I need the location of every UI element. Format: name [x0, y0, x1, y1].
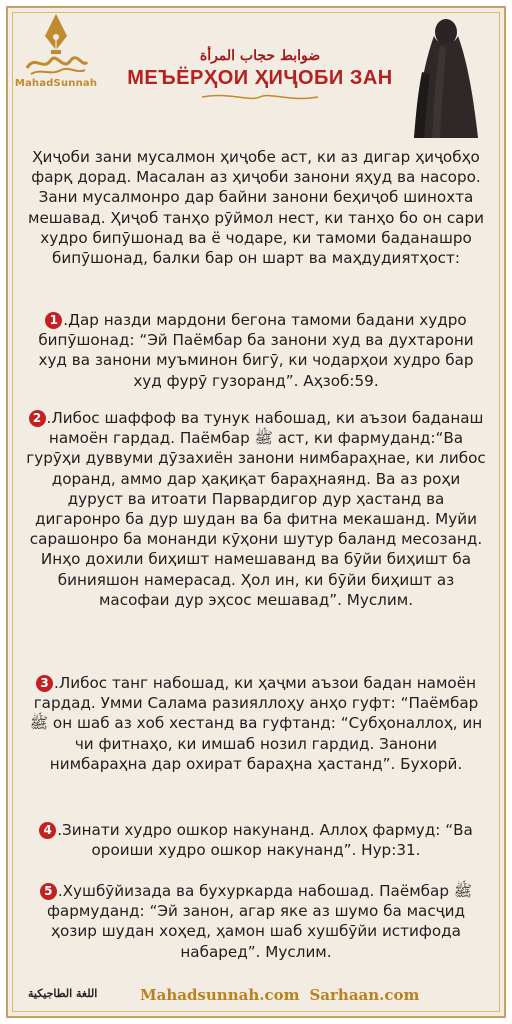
footer-links — [140, 986, 419, 1004]
rule-number-badge: 3 — [36, 675, 53, 692]
intro-paragraph: Ҳиҷоби зани мусалмон ҳиҷобе аст, ки аз дигар ҳиҷобҳо фарқ дорад. Масалан аз ҳиҷоби занони яҳуд ва насоро. Зани мусалмонро дар байни занони беҳиҷоб шинохта мешавад. Ҳиҷоб танҳо рӯймол нест, ки танҳо бо он сари худро бипӯшонад ва ё чодаре, ки тамоми баданашро бипӯшонад, балки бар он шарт ва маҳдудиятҳост: — [27, 148, 485, 268]
rule-number-badge: 1 — [45, 312, 62, 329]
rule-text: .Либос шаффоф ва тунук набошад, ки аъзои баданаш намоён гардад. Паёмбар ﷺ аст, ки фармуданд:“Ва гурӯҳи дуввуми дӯзахиён занони нимбараҳнае, ки либос доранд, аммо дар ҳақиқат бараҳнаянд. Ва аз роҳи дуруст ва итоати Парвардигор дур ҳастанд ва дигаронро ба дур шудан ва ба фитна мекашанд. Муйи сарашонро ба монанди кӯҳони шутур баланд месозанд. Инҳо дохили биҳишт намешаванд ва бӯйи биҳишт ба бинияшон намерасад. Ҳол ин, ки бӯйи биҳишт аз масофаи дур эҳсос мешавад”. Муслим. — [26, 409, 486, 609]
arabic-title: ضوابط حجاب المرأة — [199, 48, 321, 64]
rule-number-badge: 4 — [39, 822, 56, 839]
rule-5 — [26, 881, 486, 962]
page-title: МЕЪЁРҲОИ ҲИҶОБИ ЗАН — [127, 67, 393, 89]
footer — [0, 986, 500, 1006]
rule-4 — [26, 820, 486, 860]
rule-2 — [26, 408, 486, 610]
logo-text: MahadSunnah — [14, 78, 98, 89]
website-link-mahadsunnah[interactable]: Mahadsunnah.com — [140, 986, 300, 1004]
rule-1 — [26, 310, 486, 391]
rule-text: .Хушбӯйизада ва бухуркарда набошад. Паёмбар ﷺ фармуданд: “Эй занон, агар яке аз шумо ба масҷид ҳозир шудан хоҳед, ҳамон шаб хушбӯйи истифода набаред”. Муслим. — [46, 882, 473, 961]
rule-text: .Дар назди мардони бегона тамоми бадани худро бипӯшонад: “Эй Паёмбар ба занони худ ва духтарони худ ва занони муъминон бигӯ, ки чодарҳои худро бар худ фурӯ гузоранд”. Аҳзоб:59. — [38, 311, 474, 390]
veiled-woman-figure — [400, 12, 490, 142]
rule-text: .Зинати худро ошкор накунанд. Аллоҳ фармуд: “Ва ороиши худро ошкор накунанд”. Нур:31. — [57, 821, 473, 860]
website-link-sarhaan[interactable]: Sarhaan.com — [309, 986, 420, 1004]
flourish-divider — [200, 92, 320, 102]
pen-nib-icon — [21, 10, 91, 80]
rule-number-badge: 5 — [40, 883, 57, 900]
header — [110, 48, 410, 102]
rule-text: .Либос танг набошад, ки ҳаҷми аъзои бадан намоён гардад. Умми Салама разияллоҳу анҳо гуфт: “Паёмбар ﷺ он шаб аз хоб хестанд ва гуфтанд: “Субҳоналлоҳ, ин чи фитнаҳо, ки имшаб нозил гардид. Занони нимбараҳна дар охират бараҳна ҳастанд”. Бухорӣ. — [29, 674, 483, 773]
language-label: اللغة الطاجيكية — [28, 987, 98, 1000]
rule-3 — [26, 673, 486, 774]
rule-number-badge: 2 — [29, 410, 46, 427]
mahadsunnah-logo — [10, 10, 102, 102]
